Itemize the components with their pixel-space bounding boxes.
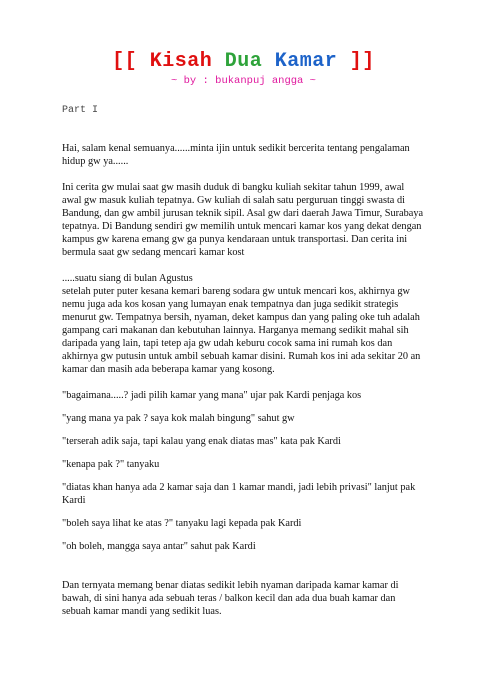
paragraph-background: Ini cerita gw mulai saat gw masih duduk di bangku kuliah sekitar tahun 1999, awal awal gw masuk kuliah tepatnya. Gw kuliah di salah satu perguruan tinggi swasta di Bandung, dan gw ambil jurusan teknik sipil. Asal gw dari daerah Jawa Timur, Surabaya tepatnya. Di Bandung sendiri gw memilih untuk mencari kamar kos yang dekat dengan kampus gw karena emang gw ga punya kendaraan untuk transportasi. Dan cerita ini bermula saat gw sedang mencari kamar kost: [62, 182, 424, 258]
title-bracket-close: ]]: [349, 50, 375, 73]
document-page: [0, 50, 495, 690]
dialog-line-3: "terserah adik saja, tapi kalau yang enak diatas mas" kata pak Kardi: [62, 436, 341, 447]
paragraph-search: setelah puter puter kesana kemari bareng sodara gw untuk mencari kos, akhirnya gw nemu juga ada kos kosan yang lumayan enak tempatnya dan juga sedikit strategis menurut gw. Tempatnya bersih, nyaman, deket kampus dan yang paling oke tuh adalah gampang cari makanan dan kebutuhan lainnya. Harganya memang sedikit mahal sih daripada yang lain, tapi tetep aja gw udah keburu cocok sama ini rumah kos dan akhirnya gw putusin untuk ambil sebuah kamar disini. Rumah kos ini ada sekitar 20 an kamar dan masih ada beberapa kamar yang kosong.: [62, 286, 421, 375]
part-heading: Part I: [62, 105, 99, 116]
dialog-line-1: "bagaimana.....? jadi pilih kamar yang mana" ujar pak Kardi penjaga kos: [62, 390, 362, 401]
dialog-line-2: "yang mana ya pak ? saya kok malah bingung" sahut gw: [62, 413, 295, 424]
paragraph-upstairs: Dan ternyata memang benar diatas sedikit lebih nyaman daripada kamar kamar di bawah, di sini hanya ada sebuah teras / balkon kecil dan ada dua buah kamar dan sebuah kamar mandi yang sedikit luas.: [62, 580, 399, 617]
paragraph-scene: .....suatu siang di bulan Agustus: [62, 273, 193, 284]
dialog-line-5: "diatas khan hanya ada 2 kamar saja dan 1 kamar mandi, jadi lebih privasi" lanjut pak Kardi: [62, 482, 416, 506]
title-bracket-open: [[: [112, 50, 138, 73]
paragraph-intro: Hai, salam kenal semuanya......minta ijin untuk sedikit bercerita tentang pengalaman hidup gw ya......: [62, 143, 410, 167]
author-byline: ~ by : bukanpuj angga ~: [171, 75, 316, 87]
title-word-dua: Dua: [224, 50, 263, 73]
title-word-kamar: Kamar: [274, 50, 338, 73]
dialog-line-4: "kenapa pak ?" tanyaku: [62, 459, 160, 470]
story-title: [62, 50, 425, 74]
dialog-line-7: "oh boleh, mangga saya antar" sahut pak Kardi: [62, 541, 256, 552]
title-word-kisah: Kisah: [149, 50, 213, 73]
dialog-line-6: "boleh saya lihat ke atas ?" tanyaku lagi kepada pak Kardi: [62, 518, 302, 529]
